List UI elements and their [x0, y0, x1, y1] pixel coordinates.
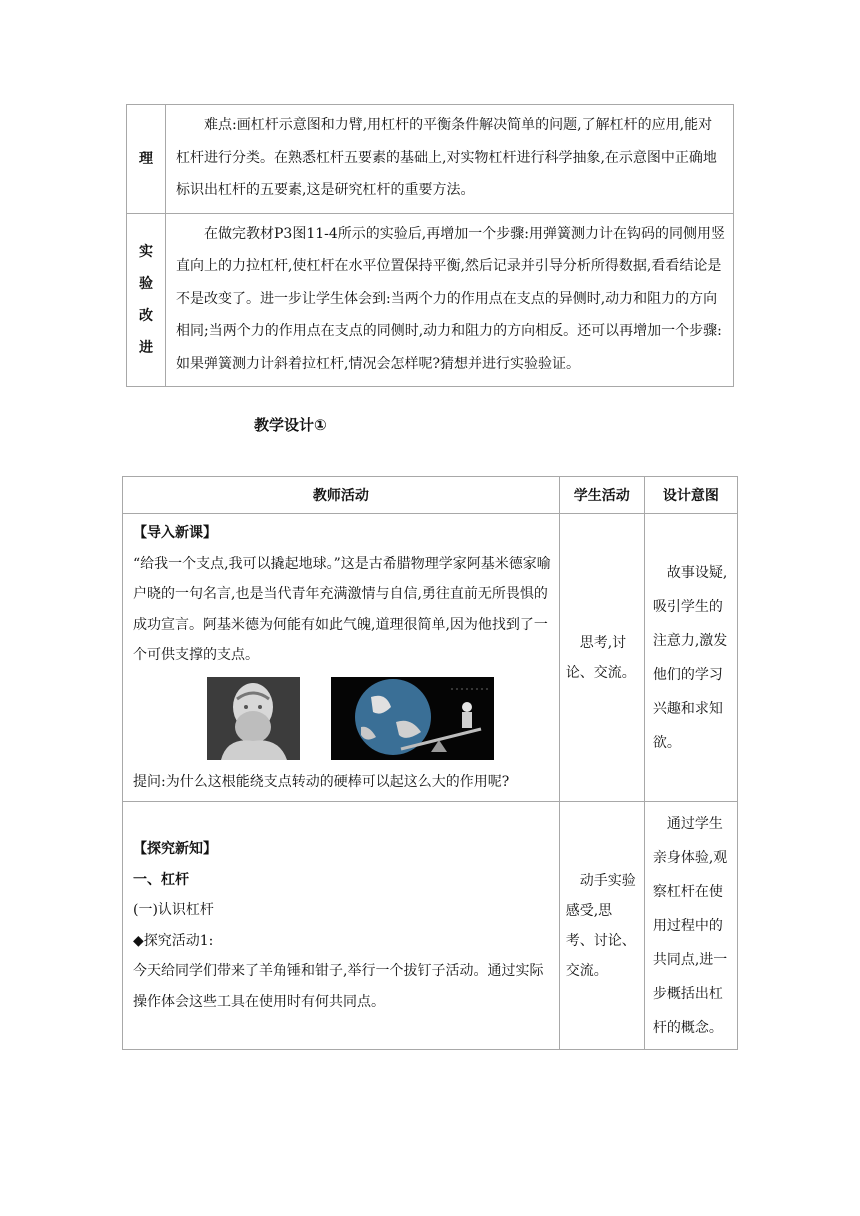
section-title: 【探究新知】	[133, 841, 217, 857]
intro-text: “给我一个支点,我可以撬起地球。”这是古希腊物理学家阿基米德家喻户晓的一句名言,也是当代青年充满激情与自信,勇往直前无所畏惧的成功宣言。阿基米德为何能有如此气魄,道理很简单,因为他找到了一个可供支撑的支点。	[133, 555, 551, 663]
question-text: 提问:为什么这根能绕支点转动的硬棒可以起这么大的作用呢?	[133, 773, 510, 790]
header-design: 设计意图	[644, 477, 737, 514]
header-teacher: 教师活动	[123, 477, 560, 514]
table-row	[127, 105, 734, 214]
teaching-design-table	[122, 476, 738, 1050]
activity-text: 今天给同学们带来了羊角锤和钳子,举行一个拔钉子活动。通过实际操作体会这些工具在使用时有何共同点。	[133, 963, 544, 1010]
earth-lever-image	[331, 677, 494, 760]
section-heading: 教学设计①	[254, 416, 327, 434]
teacher-activity-cell	[123, 514, 560, 802]
section-title: 【导入新课】	[133, 525, 217, 541]
label-text: 实验改进	[139, 243, 153, 356]
table-header-row	[123, 477, 738, 514]
table-row	[123, 802, 738, 1050]
student-activity-cell: 动手实验感受,思考、讨论、交流。	[559, 802, 644, 1050]
row-label	[127, 213, 166, 387]
teacher-activity-cell	[123, 802, 560, 1050]
image-group	[133, 677, 553, 765]
activity-label: ◆探究活动1:	[133, 932, 214, 949]
archimedes-bust-image	[207, 677, 300, 760]
header-student: 学生活动	[559, 477, 644, 514]
topic-title: 一、杠杆	[133, 871, 189, 888]
row-label: 理	[127, 105, 166, 214]
subtopic-title: (一)认识杠杆	[133, 902, 214, 918]
design-intent-cell: 故事设疑,吸引学生的注意力,激发他们的学习兴趣和求知欲。	[644, 514, 737, 802]
lesson-notes-table	[126, 104, 734, 387]
table-row	[127, 213, 734, 387]
table-row	[123, 514, 738, 802]
student-activity-cell: 思考,讨论、交流。	[559, 514, 644, 802]
design-intent-cell: 通过学生亲身体验,观察杠杆在使用过程中的共同点,进一步概括出杠杆的概念。	[644, 802, 737, 1050]
row-text: 在做完教材P3图11-4所示的实验后,再增加一个步骤:用弹簧测力计在钩码的同侧用竖直向上的力拉杠杆,使杠杆在水平位置保持平衡,然后记录并引导分析所得数据,看看结论是不是改变了。进一步让学生体会到:当两个力的作用点在支点的异侧时,动力和阻力的方向相同;当两个力的作用点在支点的同侧时,动力和阻力的方向相反。还可以再增加一个步骤:如果弹簧测力计斜着拉杠杆,情况会怎样呢?猜想并进行实验验证。	[166, 213, 734, 387]
row-text: 难点:画杠杆示意图和力臂,用杠杆的平衡条件解决简单的问题,了解杠杆的应用,能对杠杆进行分类。在熟悉杠杆五要素的基础上,对实物杠杆进行科学抽象,在示意图中正确地标识出杠杆的五要素,这是研究杠杆的重要方法。	[166, 105, 734, 214]
